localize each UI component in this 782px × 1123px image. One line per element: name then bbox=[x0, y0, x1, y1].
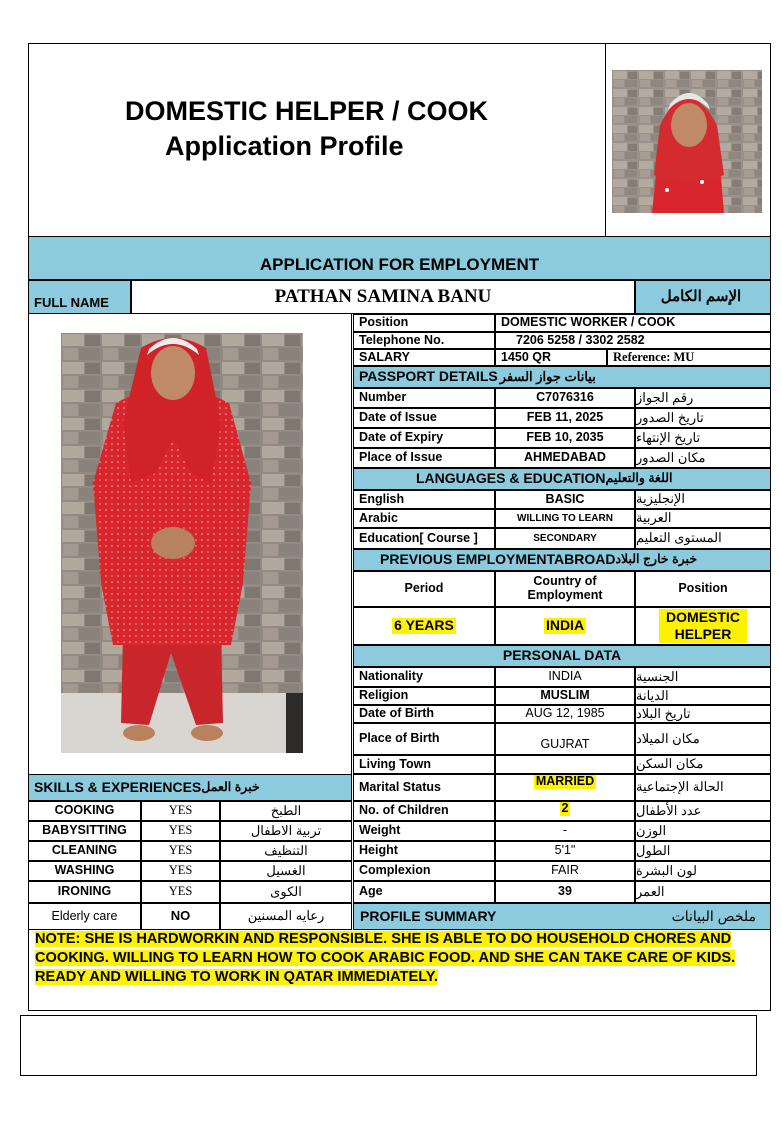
language-field-value: BASIC bbox=[495, 490, 635, 509]
passport-heading bbox=[353, 366, 771, 388]
personal-field-label: Date of Birth bbox=[353, 705, 495, 723]
empty-footer-box bbox=[20, 1015, 757, 1076]
personal-field-value-cell bbox=[495, 774, 635, 801]
country-value: INDIA bbox=[545, 617, 585, 634]
passport-field-label: Place of Issue bbox=[353, 448, 495, 468]
previous-heading-ar: خبرة خارج البلاد bbox=[615, 552, 698, 567]
passport-field-label-ar: تاريخ الإنتهاء bbox=[635, 428, 771, 448]
personal-field-label-ar: الحالة الإجتماعية bbox=[635, 774, 771, 801]
personal-field-value: 39 bbox=[558, 884, 572, 899]
personal-field-value-cell bbox=[495, 667, 635, 687]
skill-value: YES bbox=[141, 881, 220, 903]
full-name-label: FULL NAME bbox=[28, 280, 131, 314]
period-cell bbox=[353, 607, 495, 645]
passport-heading-ar: بيانات جواز السفر bbox=[499, 368, 596, 384]
personal-field-value: 2 bbox=[561, 801, 569, 815]
full-name-value: PATHAN SAMINA BANU bbox=[131, 280, 635, 314]
col-country: Country of Employment bbox=[495, 571, 635, 607]
skill-name-ar: الكوى bbox=[220, 881, 352, 903]
position-cell bbox=[635, 607, 771, 645]
profile-summary-heading bbox=[353, 903, 771, 930]
skill-name: BABYSITTING bbox=[28, 821, 141, 841]
skill-name-ar: تربية الاطفال bbox=[220, 821, 352, 841]
passport-field-label: Date of Issue bbox=[353, 408, 495, 428]
profile-note bbox=[35, 930, 766, 987]
passport-field-value: FEB 10, 2035 bbox=[495, 428, 635, 448]
languages-heading-text: LANGUAGES & EDUCATION bbox=[416, 470, 606, 487]
personal-field-label-ar: الوزن bbox=[635, 821, 771, 841]
passport-field-value: FEB 11, 2025 bbox=[495, 408, 635, 428]
skill-value: YES bbox=[141, 801, 220, 821]
personal-field-label-ar: عدد الأطفال bbox=[635, 801, 771, 821]
passport-field-label: Date of Expiry bbox=[353, 428, 495, 448]
photo-column-divider bbox=[351, 314, 352, 774]
personal-field-value-cell bbox=[495, 861, 635, 881]
personal-field-label: Height bbox=[353, 841, 495, 861]
language-field-value: WILLING TO LEARN bbox=[495, 509, 635, 528]
personal-field-value: FAIR bbox=[551, 863, 579, 878]
passport-field-label-ar: رقم الجواز bbox=[635, 388, 771, 408]
passport-field-label-ar: تاريخ الصدور bbox=[635, 408, 771, 428]
personal-field-value: MUSLIM bbox=[540, 688, 590, 703]
language-field-value: SECONDARY bbox=[495, 528, 635, 549]
skill-name: COOKING bbox=[28, 801, 141, 821]
profile-note-text: NOTE: SHE IS HARDWORKIN AND RESPONSIBLE. SHE IS ABLE TO DO HOUSEHOLD CHORES AND COOKING. WILLING TO LEARN HOW TO COOK ARABIC FOOD. AND SHE CAN TAKE CARE OF KIDS. READY AND WILLING TO WORK IN QATAR IMMEDIATELY. bbox=[35, 931, 736, 985]
skill-value: YES bbox=[141, 861, 220, 881]
portrait-photo-full bbox=[61, 333, 303, 753]
previous-heading-text: PREVIOUS EMPLOYMENTABROAD bbox=[380, 551, 616, 568]
skills-heading bbox=[28, 774, 352, 801]
col-period: Period bbox=[353, 571, 495, 607]
page-title: DOMESTIC HELPER / COOK bbox=[125, 96, 489, 126]
personal-field-value-cell bbox=[495, 801, 635, 821]
personal-field-label-ar: الديانة bbox=[635, 687, 771, 705]
personal-field-value-cell bbox=[495, 755, 635, 774]
personal-field-label-ar: الطول bbox=[635, 841, 771, 861]
skill-name-ar: الغسيل bbox=[220, 861, 352, 881]
reference: Reference: MU bbox=[607, 349, 771, 366]
previous-position-value: DOMESTIC HELPER bbox=[659, 609, 747, 643]
personal-field-value-cell bbox=[495, 705, 635, 723]
personal-field-value: GUJRAT bbox=[540, 737, 590, 752]
telephone-value: 7206 5258 / 3302 2582 bbox=[495, 332, 771, 349]
skill-name: Elderly care bbox=[28, 903, 141, 930]
header-divider bbox=[605, 44, 606, 236]
personal-field-label: Marital Status bbox=[353, 774, 495, 801]
personal-field-value: 5'1" bbox=[554, 843, 576, 858]
position-label: Position bbox=[353, 314, 495, 332]
skill-name-ar: التنظيف bbox=[220, 841, 352, 861]
skill-name: WASHING bbox=[28, 861, 141, 881]
skill-value: YES bbox=[141, 821, 220, 841]
passport-field-value: C7076316 bbox=[495, 388, 635, 408]
language-field-label: Education[ Course ] bbox=[353, 528, 495, 549]
personal-heading: PERSONAL DATA bbox=[353, 645, 771, 667]
skill-name-ar: الطبخ bbox=[220, 801, 352, 821]
personal-field-label: Age bbox=[353, 881, 495, 903]
full-name-label-ar: الإسم الكامل bbox=[635, 280, 771, 314]
personal-field-value-cell bbox=[495, 821, 635, 841]
personal-field-label: Nationality bbox=[353, 667, 495, 687]
banner-application-for-employment: APPLICATION FOR EMPLOYMENT bbox=[28, 236, 771, 280]
personal-field-label-ar: تاريخ البلاد bbox=[635, 705, 771, 723]
personal-field-label: Religion bbox=[353, 687, 495, 705]
personal-field-label: No. of Children bbox=[353, 801, 495, 821]
personal-field-label: Living Town bbox=[353, 755, 495, 774]
passport-field-label-ar: مكان الصدور bbox=[635, 448, 771, 468]
language-field-label: Arabic bbox=[353, 509, 495, 528]
personal-field-label-ar: العمر bbox=[635, 881, 771, 903]
personal-field-label: Weight bbox=[353, 821, 495, 841]
telephone-label: Telephone No. bbox=[353, 332, 495, 349]
languages-heading bbox=[353, 468, 771, 490]
personal-field-value-cell bbox=[495, 687, 635, 705]
skill-name: IRONING bbox=[28, 881, 141, 903]
language-field-label-ar: العربية bbox=[635, 509, 771, 528]
language-field-label: English bbox=[353, 490, 495, 509]
skills-heading-text: SKILLS & EXPERIENCES bbox=[34, 778, 202, 795]
profile-summary-text: PROFILE SUMMARY bbox=[360, 907, 497, 924]
personal-field-value: INDIA bbox=[548, 669, 582, 684]
skill-name: CLEANING bbox=[28, 841, 141, 861]
page-subtitle: Application Profile bbox=[165, 131, 404, 161]
country-cell bbox=[495, 607, 635, 645]
personal-field-label-ar: الجنسية bbox=[635, 667, 771, 687]
language-field-label-ar: المستوى التعليم bbox=[635, 528, 771, 549]
passport-field-value: AHMEDABAD bbox=[495, 448, 635, 468]
salary-value: 1450 QR bbox=[495, 349, 607, 366]
salary-label: SALARY bbox=[353, 349, 495, 366]
personal-field-label-ar: لون البشرة bbox=[635, 861, 771, 881]
personal-field-label-ar: مكان الميلاد bbox=[635, 723, 771, 755]
personal-field-value: - bbox=[562, 823, 568, 838]
period-value: 6 YEARS bbox=[394, 617, 454, 634]
skill-value: NO bbox=[141, 903, 220, 930]
previous-heading bbox=[353, 549, 771, 571]
personal-field-label-ar: مكان السكن bbox=[635, 755, 771, 774]
personal-field-value: MARRIED bbox=[535, 774, 595, 788]
personal-field-value-cell bbox=[495, 723, 635, 755]
personal-field-value-cell bbox=[495, 881, 635, 903]
profile-summary-ar: ملخص البيانات bbox=[671, 907, 756, 924]
language-field-label-ar: الإنجليزية bbox=[635, 490, 771, 509]
skill-name-ar: رعايه المسنين bbox=[220, 903, 352, 930]
languages-heading-ar: اللغة والتعليم bbox=[605, 471, 673, 486]
skill-value: YES bbox=[141, 841, 220, 861]
portrait-photo-small bbox=[612, 70, 762, 213]
passport-field-label: Number bbox=[353, 388, 495, 408]
skills-heading-ar: خبرة العمل bbox=[201, 779, 260, 794]
personal-field-label: Complexion bbox=[353, 861, 495, 881]
col-position: Position bbox=[635, 571, 771, 607]
personal-field-value-cell bbox=[495, 841, 635, 861]
passport-heading-text: PASSPORT DETAILS bbox=[359, 368, 498, 385]
personal-field-label: Place of Birth bbox=[353, 723, 495, 755]
personal-field-value: AUG 12, 1985 bbox=[525, 706, 605, 721]
position-value: DOMESTIC WORKER / COOK bbox=[495, 314, 771, 332]
